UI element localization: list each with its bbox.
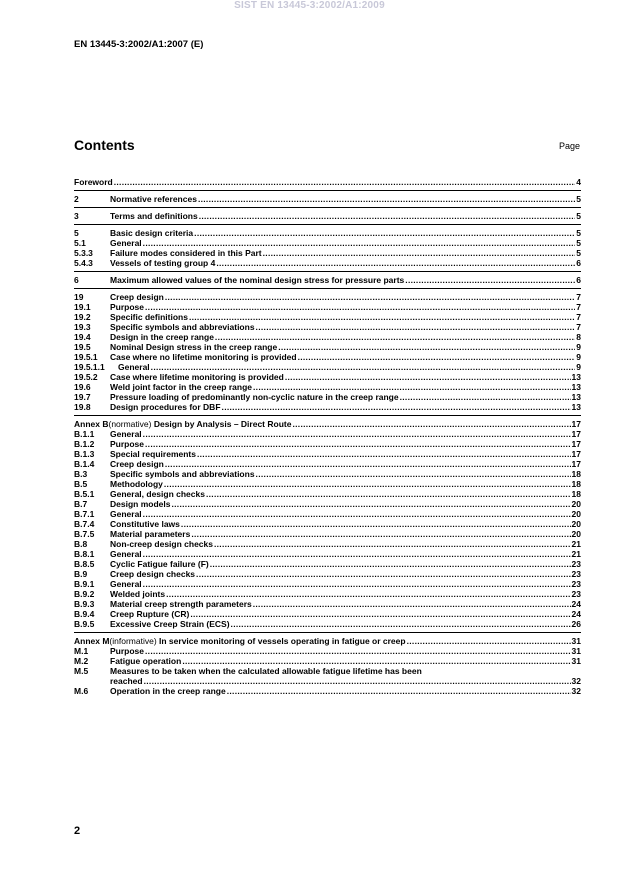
- toc-entry-number: 19.6: [74, 382, 91, 392]
- dot-leader: [407, 636, 571, 646]
- toc-entry[interactable]: [74, 177, 581, 187]
- toc-entry[interactable]: [74, 332, 581, 342]
- toc-entry-page: 5: [576, 248, 581, 258]
- toc-entry-title: Constitutive laws: [110, 519, 180, 529]
- toc-entry-number: 5.3.3: [74, 248, 93, 258]
- toc-entry-page: 13: [571, 402, 581, 412]
- toc-entry-title: General: [110, 509, 142, 519]
- toc-entry-page: 31: [571, 646, 581, 656]
- dot-leader: [114, 177, 576, 187]
- toc-entry-number: 5: [74, 228, 79, 238]
- dot-leader: [253, 599, 571, 609]
- toc-entry[interactable]: [74, 194, 581, 204]
- toc-entry-title: Purpose: [110, 646, 145, 656]
- toc-entry[interactable]: [74, 258, 581, 268]
- dot-leader: [227, 686, 571, 696]
- toc-entry-number: B.3: [74, 469, 88, 479]
- toc-entry-page: 17: [571, 459, 581, 469]
- dot-leader: [256, 322, 576, 332]
- dot-leader: [206, 489, 571, 499]
- toc-entry-page: 26: [571, 619, 581, 629]
- toc-entry[interactable]: [74, 312, 581, 322]
- toc-entry-title: Excessive Creep Strain (ECS): [110, 619, 230, 629]
- toc-entry-title: Creep Rupture (CR): [110, 609, 190, 619]
- toc-entry-page: 13: [571, 382, 581, 392]
- toc-entry[interactable]: [74, 666, 581, 676]
- toc-entry[interactable]: [74, 392, 581, 402]
- toc-entry-title: General, design checks: [110, 489, 205, 499]
- toc-entry-number: B.1.2: [74, 439, 95, 449]
- dot-leader: [190, 609, 570, 619]
- toc-entry[interactable]: [74, 579, 581, 589]
- toc-entry-page: 17: [571, 429, 581, 439]
- toc-entry-number: 19.7: [74, 392, 91, 402]
- toc-entry-number: 19.5.2: [74, 372, 98, 382]
- toc-entry-number: 19.2: [74, 312, 91, 322]
- toc-section: [74, 271, 581, 288]
- toc-entry-number: B.5: [74, 479, 88, 489]
- toc-entry-page: 23: [571, 589, 581, 599]
- toc-entry-number: B.1.1: [74, 429, 95, 439]
- toc-entry-title: (normative) Design by Analysis – Direct Route: [108, 419, 292, 429]
- dot-leader: [298, 352, 576, 362]
- toc-entry-title: Methodology: [110, 479, 163, 489]
- document-id: EN 13445-3:2002/A1:2007 (E): [74, 39, 204, 50]
- dot-leader: [164, 479, 571, 489]
- toc-entry-title: Welded joints: [110, 589, 166, 599]
- toc-entry[interactable]: [74, 275, 581, 285]
- toc-entry-number: B.9.2: [74, 589, 95, 599]
- dot-leader: [182, 656, 570, 666]
- toc-entry[interactable]: [74, 656, 581, 666]
- dot-leader: [198, 194, 575, 204]
- toc-entry[interactable]: [74, 352, 581, 362]
- toc-entry-title: Vessels of testing group 4: [110, 258, 216, 268]
- toc-entry[interactable]: [74, 248, 581, 258]
- toc-entry-number: 19.5.1.1: [74, 362, 105, 372]
- dot-leader: [196, 569, 570, 579]
- toc-entry[interactable]: [74, 238, 581, 248]
- toc-entry-number: 5.4.3: [74, 258, 93, 268]
- toc-entry[interactable]: [74, 459, 581, 469]
- toc-entry-title: Fatigue operation: [110, 656, 182, 666]
- toc-entry-page: 4: [576, 177, 581, 187]
- toc-entry[interactable]: [74, 302, 581, 312]
- toc-section: [74, 177, 581, 190]
- toc-entry[interactable]: [74, 429, 581, 439]
- toc-entry-number: B.8.5: [74, 559, 95, 569]
- toc-entry-number: B.7.1: [74, 509, 95, 519]
- toc-entry[interactable]: [74, 519, 581, 529]
- toc-entry-number: 19.3: [74, 322, 91, 332]
- table-of-contents: [74, 177, 581, 699]
- toc-entry-title: Specific symbols and abbreviations: [110, 469, 255, 479]
- toc-entry[interactable]: [74, 439, 581, 449]
- toc-entry-number: M.1: [74, 646, 89, 656]
- dot-leader: [197, 449, 571, 459]
- dot-leader: [215, 332, 575, 342]
- annex-type: (normative): [108, 419, 154, 429]
- toc-entry-page: 5: [576, 211, 581, 221]
- toc-entry-number: M.2: [74, 656, 89, 666]
- toc-entry-page: 5: [576, 238, 581, 248]
- toc-entry-number: M.5: [74, 666, 89, 676]
- toc-entry-title: Pressure loading of predominantly non-cyclic nature in the creep range: [110, 392, 399, 402]
- toc-entry-page: 8: [576, 332, 581, 342]
- toc-entry-page: 23: [571, 559, 581, 569]
- annex-type: (informative): [109, 636, 160, 646]
- toc-entry[interactable]: [74, 499, 581, 509]
- toc-entry-page: 20: [571, 519, 581, 529]
- toc-entry-page: 20: [571, 529, 581, 539]
- toc-entry-number: B.8.1: [74, 549, 95, 559]
- toc-entry-title: Specific definitions: [110, 312, 188, 322]
- toc-entry-page: 20: [571, 509, 581, 519]
- toc-entry[interactable]: [74, 509, 581, 519]
- toc-entry-number: 6: [74, 275, 79, 285]
- toc-entry-title: Weld joint factor in the creep range: [110, 382, 253, 392]
- toc-entry-title: Case where no lifetime monitoring is provided: [110, 352, 297, 362]
- dot-leader: [171, 499, 570, 509]
- toc-entry-title: Case where lifetime monitoring is provided: [110, 372, 284, 382]
- toc-entry-number: B.7.5: [74, 529, 95, 539]
- dot-leader: [165, 459, 571, 469]
- toc-section: [74, 632, 581, 699]
- toc-entry-number: 19.5: [74, 342, 91, 352]
- toc-section: [74, 190, 581, 207]
- toc-entry-page: 21: [571, 549, 581, 559]
- toc-entry-number: 3: [74, 211, 79, 221]
- toc-entry-number: 19.5.1: [74, 352, 98, 362]
- dot-leader: [145, 302, 575, 312]
- toc-entry[interactable]: [74, 619, 581, 629]
- toc-entry-page: 7: [576, 292, 581, 302]
- toc-entry-title: Creep design checks: [110, 569, 196, 579]
- toc-entry-page: 6: [576, 275, 581, 285]
- toc-entry-title: Nominal Design stress in the creep range: [110, 342, 278, 352]
- toc-entry[interactable]: [74, 322, 581, 332]
- toc-entry-title: General: [110, 549, 142, 559]
- dot-leader: [143, 509, 571, 519]
- toc-entry-page: 9: [576, 362, 581, 372]
- watermark: SIST EN 13445-3:2002/A1:2009: [234, 0, 385, 11]
- dot-leader: [181, 519, 571, 529]
- dot-leader: [285, 372, 571, 382]
- dot-leader: [144, 676, 571, 686]
- toc-entry[interactable]: [74, 382, 581, 392]
- toc-entry[interactable]: [74, 686, 581, 696]
- dot-leader: [166, 589, 570, 599]
- toc-entry-title: Cyclic Fatigue failure (F): [110, 559, 209, 569]
- toc-entry-number: B.9.1: [74, 579, 95, 589]
- dot-leader: [151, 362, 576, 372]
- toc-entry-page: 6: [576, 258, 581, 268]
- dot-leader: [143, 429, 571, 439]
- toc-entry-page: 5: [576, 194, 581, 204]
- toc-entry-title: Normative references: [110, 194, 197, 204]
- toc-entry-page: 32: [571, 686, 581, 696]
- toc-entry-title: reached: [110, 676, 143, 686]
- toc-entry-page: 31: [571, 656, 581, 666]
- toc-entry-number: Annex B: [74, 419, 109, 429]
- toc-entry[interactable]: [74, 292, 581, 302]
- dot-leader: [256, 469, 571, 479]
- toc-entry-title: Non-creep design checks: [110, 539, 213, 549]
- toc-entry-page: 18: [571, 479, 581, 489]
- toc-entry-title: Material parameters: [110, 529, 191, 539]
- toc-entry[interactable]: [74, 529, 581, 539]
- toc-entry[interactable]: [74, 599, 581, 609]
- dot-leader: [145, 646, 571, 656]
- toc-entry-page: 24: [571, 609, 581, 619]
- dot-leader: [216, 258, 575, 268]
- toc-entry-title: Specific symbols and abbreviations: [110, 322, 255, 332]
- toc-entry-title: Operation in the creep range: [110, 686, 226, 696]
- toc-entry-title: General: [110, 579, 142, 589]
- toc-entry-page: 17: [571, 439, 581, 449]
- toc-entry-number: B.5.1: [74, 489, 95, 499]
- toc-entry-title: Measures to be taken when the calculated allowable fatigue lifetime has been: [110, 666, 422, 676]
- toc-entry-number: 19: [74, 292, 84, 302]
- dot-leader: [214, 539, 571, 549]
- toc-entry[interactable]: [74, 676, 581, 686]
- dot-leader: [263, 248, 576, 258]
- dot-leader: [400, 392, 571, 402]
- toc-entry-page: 7: [576, 322, 581, 332]
- toc-section: [74, 224, 581, 271]
- toc-entry-number: 19.8: [74, 402, 91, 412]
- dot-leader: [199, 211, 576, 221]
- dot-leader: [145, 439, 571, 449]
- toc-entry-number: 5.1: [74, 238, 86, 248]
- toc-entry-number: B.9: [74, 569, 88, 579]
- toc-entry-page: 9: [576, 352, 581, 362]
- toc-entry-page: 18: [571, 489, 581, 499]
- dot-leader: [222, 402, 571, 412]
- toc-entry-number: B.9.4: [74, 609, 95, 619]
- toc-entry[interactable]: [74, 372, 581, 382]
- toc-entry-title: Basic design criteria: [110, 228, 194, 238]
- toc-entry-title: General: [110, 238, 142, 248]
- toc-entry-number: B.8: [74, 539, 88, 549]
- toc-entry[interactable]: [74, 449, 581, 459]
- toc-entry-number: 19.4: [74, 332, 91, 342]
- toc-entry-number: B.7.4: [74, 519, 95, 529]
- toc-entry-page: 23: [571, 569, 581, 579]
- toc-entry-page: 31: [571, 636, 581, 646]
- toc-entry-page: 7: [576, 302, 581, 312]
- toc-entry[interactable]: [74, 569, 581, 579]
- toc-entry-page: 17: [571, 449, 581, 459]
- toc-entry[interactable]: [74, 636, 581, 646]
- dot-leader: [143, 549, 571, 559]
- toc-entry-title: General: [110, 429, 142, 439]
- toc-entry-page: 13: [571, 372, 581, 382]
- toc-entry-number: B.9.5: [74, 619, 95, 629]
- toc-entry[interactable]: [74, 469, 581, 479]
- toc-entry-page: 32: [571, 676, 581, 686]
- toc-entry-page: 7: [576, 312, 581, 322]
- toc-entry[interactable]: [74, 342, 581, 352]
- toc-entry[interactable]: [74, 402, 581, 412]
- toc-entry-title: Material creep strength parameters: [110, 599, 252, 609]
- toc-entry-title: Terms and definitions: [110, 211, 198, 221]
- toc-entry[interactable]: [74, 609, 581, 619]
- toc-entry-title: General: [118, 362, 150, 372]
- toc-entry-title: Design procedures for DBF: [110, 402, 221, 412]
- toc-section: [74, 415, 581, 632]
- dot-leader: [278, 342, 575, 352]
- toc-entry-page: 18: [571, 469, 581, 479]
- toc-entry[interactable]: [74, 228, 581, 238]
- toc-entry-title: Maximum allowed values of the nominal design stress for pressure parts: [110, 275, 405, 285]
- toc-entry-page: 23: [571, 579, 581, 589]
- page-column-label: Page: [558, 141, 580, 151]
- toc-entry[interactable]: [74, 362, 581, 372]
- toc-entry-number: M.6: [74, 686, 89, 696]
- dot-leader: [143, 579, 571, 589]
- dot-leader: [143, 238, 576, 248]
- toc-entry-number: B.1.3: [74, 449, 95, 459]
- toc-entry-number: B.7: [74, 499, 88, 509]
- toc-entry-page: 21: [571, 539, 581, 549]
- toc-section: [74, 288, 581, 415]
- toc-entry[interactable]: [74, 539, 581, 549]
- dot-leader: [194, 228, 575, 238]
- toc-entry[interactable]: [74, 646, 581, 656]
- toc-entry-title: Purpose: [110, 439, 145, 449]
- toc-entry-number: Foreword: [74, 177, 113, 187]
- toc-entry-title: Creep design: [110, 459, 164, 469]
- toc-entry-page: 5: [576, 228, 581, 238]
- dot-leader: [231, 619, 571, 629]
- footer-page-number: 2: [74, 825, 81, 837]
- toc-entry[interactable]: [74, 211, 581, 221]
- toc-entry-page: 17: [571, 419, 581, 429]
- dot-leader: [253, 382, 571, 392]
- dot-leader: [210, 559, 571, 569]
- toc-entry-title: Special requirements: [110, 449, 196, 459]
- toc-entry[interactable]: [74, 589, 581, 599]
- toc-entry-title: Design models: [110, 499, 171, 509]
- toc-entry-page: 24: [571, 599, 581, 609]
- dot-leader: [165, 292, 575, 302]
- toc-entry[interactable]: [74, 489, 581, 499]
- toc-entry-title: Creep design: [110, 292, 164, 302]
- toc-entry-number: B.1.4: [74, 459, 95, 469]
- dot-leader: [189, 312, 575, 322]
- toc-entry-title: Failure modes considered in this Part: [110, 248, 262, 258]
- toc-entry[interactable]: [74, 419, 581, 429]
- toc-entry[interactable]: [74, 549, 581, 559]
- toc-entry-number: Annex M: [74, 636, 110, 646]
- contents-title: Contents: [74, 137, 135, 153]
- toc-entry-number: 2: [74, 194, 79, 204]
- toc-entry[interactable]: [74, 559, 581, 569]
- toc-entry[interactable]: [74, 479, 581, 489]
- toc-entry-page: 9: [576, 342, 581, 352]
- toc-entry-number: 19.1: [74, 302, 91, 312]
- toc-entry-title: Design in the creep range: [110, 332, 214, 342]
- toc-entry-number: B.9.3: [74, 599, 95, 609]
- toc-entry-page: 13: [571, 392, 581, 402]
- dot-leader: [292, 419, 570, 429]
- dot-leader: [405, 275, 575, 285]
- dot-leader: [191, 529, 570, 539]
- toc-section: [74, 207, 581, 224]
- toc-entry-page: 20: [571, 499, 581, 509]
- toc-entry-title: (informative) In service monitoring of vessels operating in fatigue or creep: [109, 636, 406, 646]
- toc-entry-title: Purpose: [110, 302, 145, 312]
